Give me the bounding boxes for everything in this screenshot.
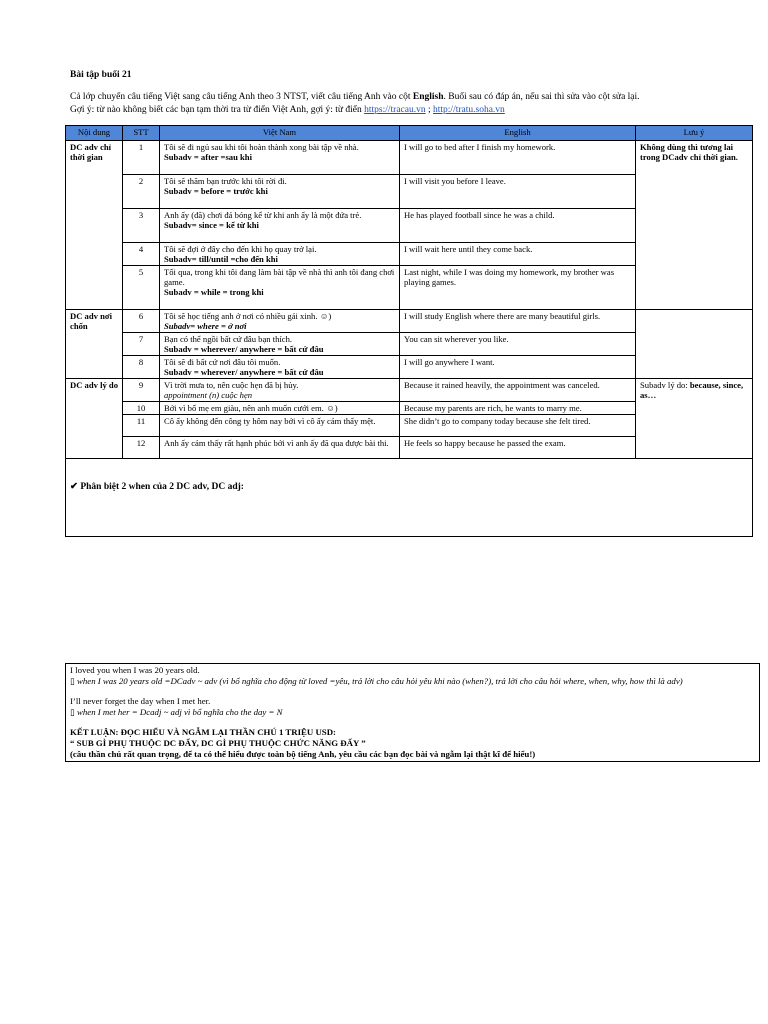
mantra: “ SUB GÌ PHỤ THUỘC DC ĐẤY, DC GÌ PHỤ THUỘC CHỨC NĂNG ĐẤY ” [70,737,366,748]
header-viet-nam: Việt Nam [160,126,400,141]
tratu-link[interactable]: http://tratu.soha.vn [433,105,505,115]
conclusion-box [65,663,760,762]
en-cell[interactable]: I will study English where there are many beautiful girls. [400,310,636,333]
conclusion-heading: KẾT LUẬN: ĐỌC HIỂU VÀ NGẪM LẠI THẦN CHÚ 1 TRIỆU USD: [70,727,336,738]
stt-cell: 6 [123,310,160,333]
vn-subadv: Subadv = while = trong khi [164,287,264,297]
header-english: English [400,126,636,141]
header-stt: STT [123,126,160,141]
example-2-explanation: ▯ when I met her = Dcadj ~ adj vì bổ nghĩa cho the day = N [70,706,283,717]
vn-cell: Cô ấy không đến công ty hôm nay bởi vì cô ấy cảm thấy mệt. [160,415,400,437]
stt-cell: 10 [123,402,160,415]
exercise-table [65,125,753,537]
stt-cell: 1 [123,141,160,175]
category-time: DC adv chỉ thời gian [66,141,123,310]
table-header-row [66,126,753,141]
example-1-explanation: ▯ when I was 20 years old =DCadv ~ adv (vì bổ nghĩa cho động từ loved =yêu, trả lời cho câu hỏi yêu khi nào (when?), trả lời cho câu hỏi where, when, why, how thì là adv) [70,675,683,686]
vn-text: Tôi sẽ đợi ở đây cho đến khi họ quay trở lại. [164,244,317,254]
header-luu-y: Lưu ý [636,126,753,141]
stt-cell: 7 [123,333,160,356]
en-cell[interactable]: He has played football since he was a child. [400,209,636,243]
page-title: Bài tập buổi 21 [70,70,132,80]
stt-cell: 12 [123,437,160,459]
example-1: I loved you when I was 20 years old. [70,665,200,675]
en-cell[interactable]: He feels so happy because he passed the exam. [400,437,636,459]
mantra-note: (câu thần chú rất quan trọng, để ta có thể hiểu được toàn bộ tiếng Anh, yêu cầu các bạn đọc bài và ngẫm lại thật kĩ để hiểu!) [70,748,536,759]
vn-text: Bạn có thể ngồi bất cứ đâu bạn thích. [164,334,293,344]
tracau-link[interactable]: https://tracau.vn [364,105,426,115]
vn-subadv: Subadv= till/until =cho đến khi [164,254,278,264]
en-cell[interactable]: I will go to bed after I finish my homework. [400,141,636,175]
intro-text [70,91,750,117]
vn-subadv: Subadv = wherever/ anywhere = bất cứ đâu [164,344,324,354]
stt-cell: 11 [123,415,160,437]
note-reason-words: because, since, as… [640,380,744,400]
en-cell[interactable]: You can sit wherever you like. [400,333,636,356]
vn-vocab: appointment (n) cuộc hẹn [164,390,253,400]
stt-cell: 5 [123,266,160,310]
note-reason [636,379,753,459]
vn-text: Vì trời mưa to, nên cuộc hẹn đã bị hủy. [164,380,299,390]
stt-cell: 2 [123,175,160,209]
vn-cell [160,175,400,209]
note-place-empty [636,310,753,379]
vn-text: Tôi sẽ học tiếng anh ở nơi có nhiều gái xinh. ☺) [164,311,332,321]
example-2: I’ll never forget the day when I met her. [70,696,211,707]
stt-cell: 9 [123,379,160,402]
vn-subadv: Subadv = before = trước khi [164,186,268,196]
stt-cell: 3 [123,209,160,243]
vn-cell [160,333,400,356]
note-time: Không dùng thì tương lai trong DCadv chỉ thời gian. [636,141,753,310]
note-reason-label: Subadv lý do: [640,380,690,390]
table-row [66,379,753,402]
phan-biet-row [66,459,753,537]
vn-cell [160,356,400,379]
phan-biet-cell [66,459,753,537]
en-cell[interactable]: I will wait here until they come back. [400,243,636,266]
category-reason: DC adv lý do [66,379,123,459]
vn-text: Tôi sẽ thăm bạn trước khi tôi rời đi. [164,176,287,186]
intro-line-2 [70,104,750,117]
vn-cell [160,310,400,333]
intro-line1-bold: English [412,92,444,102]
vn-cell [160,243,400,266]
vn-text: Tôi sẽ đi ngủ sau khi tôi hoàn thành xong bài tập về nhà. [164,142,359,152]
vn-cell [160,209,400,243]
vn-cell [160,379,400,402]
vn-cell [160,266,400,310]
phan-biet-heading: ✔ Phân biệt 2 when của 2 DC adv, DC adj: [70,482,244,492]
vn-cell [160,141,400,175]
vn-subadv: Subadv= where = ở nơi [164,321,247,331]
intro-line2-pre: Gợi ý: từ nào không biết các bạn tạm thời tra từ điển Việt Anh, gợi ý: từ điển [70,105,365,115]
intro-line1-pre: Cả lớp chuyển câu tiếng Việt sang câu tiếng Anh theo 3 NTST, viết câu tiếng Anh vào cột [70,92,413,102]
en-cell[interactable]: I will go anywhere I want. [400,356,636,379]
vn-subadv: Subadv = after =sau khi [164,152,252,162]
intro-line-1 [70,91,750,104]
vn-subadv: Subadv= since = kể từ khi [164,220,259,230]
header-noi-dung: Nội dung [66,126,123,141]
intro-line1-post: . Buổi sau có đáp án, nếu sai thì sửa vào cột sửa lại. [443,92,640,102]
stt-cell: 8 [123,356,160,379]
vn-text: Tôi sẽ đi bất cứ nơi đâu tôi muốn. [164,357,281,367]
en-cell[interactable]: She didn’t go to company today because she felt tired. [400,415,636,437]
vn-cell: Bởi vì bố mẹ em giàu, nên anh muốn cưới em. ☺) [160,402,400,415]
en-cell[interactable]: Because it rained heavily, the appointment was canceled. [400,379,636,402]
en-cell[interactable]: Last night, while I was doing my homework, my brother was playing games. [400,266,636,310]
category-place: DC adv nơi chốn [66,310,123,379]
table-row [66,310,753,333]
table-row [66,141,753,175]
link-separator: ; [425,105,434,115]
vn-text: Tối qua, trong khi tôi đang làm bài tập về nhà thì anh tôi đang chơi game. [164,267,395,287]
vn-cell: Anh ấy cảm thấy rất hạnh phúc bởi vì anh ấy đã qua được bài thi. [160,437,400,459]
vn-subadv: Subadv = wherever/ anywhere = bất cứ đâu [164,367,324,377]
stt-cell: 4 [123,243,160,266]
vn-text: Anh ấy (đã) chơi đá bóng kể từ khi anh ấy là một đứa trẻ. [164,210,362,220]
en-cell[interactable]: I will visit you before I leave. [400,175,636,209]
en-cell[interactable]: Because my parents are rich, he wants to marry me. [400,402,636,415]
